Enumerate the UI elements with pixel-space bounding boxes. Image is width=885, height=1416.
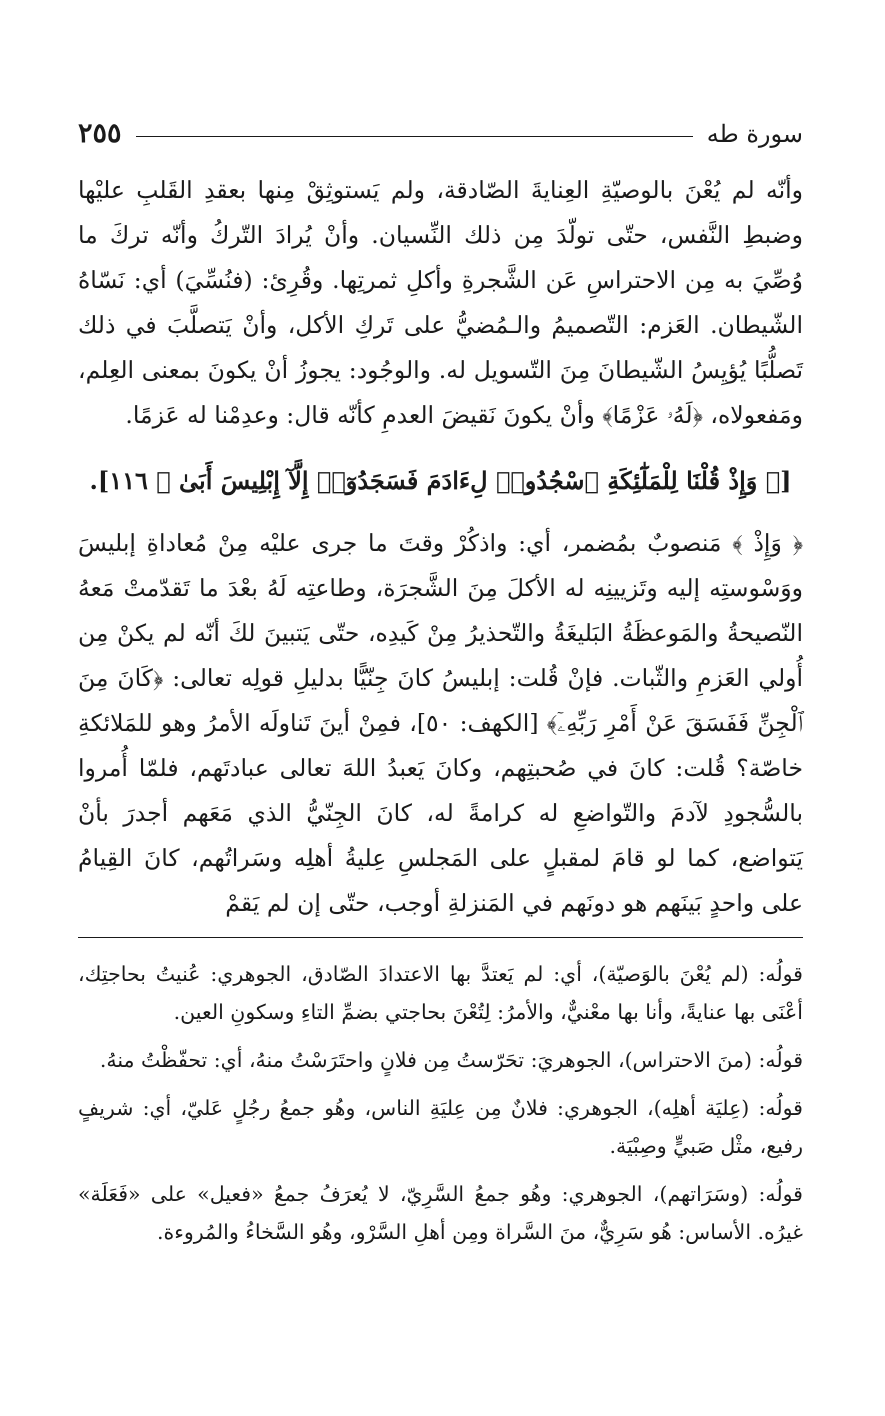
surah-title: سورة طه bbox=[706, 119, 803, 148]
footnote-2: قولُه: (منَ الاحتراس)، الجوهريَ: تحَرّستُ مِن فلانٍ واحتَرَسْتُ منهُ، أي: تحفّظْتُ منهُ. bbox=[99, 1048, 803, 1072]
quran-verse: [﴿ وَإِذْ قُلْنَا لِلْمَلَٰٓئِكَةِ ٱسْجُدُوا۟ لِءَادَمَ فَسَجَدُوٓا۟ إِلَّآ إِبْلِيسَ أَبَىٰ ﴾ ١١٦]. bbox=[89, 466, 792, 495]
footnotes bbox=[78, 955, 803, 1261]
footnote-4: قولُه: (وسَرَاتهم)، الجوهري: وهُو جمعُ السَّرِيّ، لا يُعرَفُ جمعُ «فعيل» على «فَعَلَة» غيرُه. الأساس: هُو سَرِيٌّ، منَ السَّراة ومِن أهلِ السَّرْو، وهُو السَّخاءُ والمُروءة. bbox=[78, 1182, 803, 1244]
footnote-1: قولُه: (لم يُعْنَ بالوَصيّة)، أي: لم يَعتدَّ بها الاعتدادَ الصّادق، الجوهري: عُنيتُ بحاجتِك، أعْنَى بها عنايةً، وأنا بها معْنيٌّ، والأمرُ: لِتُعْنَ بحاجتي بضمِّ التاءِ وسكونِ العين. bbox=[78, 962, 803, 1024]
header-rule bbox=[136, 136, 693, 137]
page-number: ٢٥٥ bbox=[78, 118, 122, 149]
paragraph-2: ﴿ وَإِذْ ﴾ مَنصوبٌ بمُضمر، أي: واذكُرْ وقتَ ما جرى عليْه مِنْ مُعاداةِ إبليسَ ووَسْوستِه إليه وتَزيينِه له الأكلَ مِنَ الشَّجرَة، وطاعتِه لَهُ بعْدَ ما تَقدّمتْ مَعهُ النّصيحةُ والمَوعظَةُ البَليغَةُ والتّحذيرُ مِنْ كَيدِه، حتّى يَتبينَ لكَ أنّه لم يكنْ مِن أُولي العَزمِ والثّبات. فإنْ قُلت: إبليسُ كانَ جِنّيًّا بدليلِ قولِه تعالى: ﴿كَانَ مِنَ ٱلْجِنِّ فَفَسَقَ عَنْ أَمْرِ رَبِّهِۦٓ﴾ [الكهف: ٥٠]، فمِنْ أينَ تَناولَه الأمرُ وهو للمَلائكةِ خاصّة؟ قُلت: كانَ في صُحبتِهم، وكانَ يَعبدُ اللهَ تعالى عبادتَهم، فلمّا أُمروا بالسُّجودِ لآدمَ والتّواضعِ له كرامةً له، كانَ الجِنّيُّ الذي مَعَهم أجدرَ بأنْ يَتواضع، كما لو قامَ لمقبلٍ على المَجلسِ عِليةُ أهلِه وسَراتُهم، كانَ القِيامُ على واحدٍ بَينَهم هو دونَهم في المَنزلةِ أوجب، حتّى إن لم يَقمْ bbox=[78, 529, 804, 917]
footnote-3: قولُه: (عِليَة أهلِه)، الجوهري: فلانٌ مِن عِليَةِ الناس، وهُو جمعُ رجُلٍ عَليّ، أي: شريفٍ رفيع، مثْل صَبيٍّ وصِبْيَة. bbox=[78, 1096, 803, 1158]
footnote-divider bbox=[78, 937, 803, 938]
page-header bbox=[78, 118, 803, 149]
paragraph-1: وأنّه لم يُعْنَ بالوصيّةِ العِنايةَ الصّادقة، ولم يَستوثِقْ مِنها بعقدِ القَلبِ عليْها وضبطِ النَّفس، حتّى تولّدَ مِن ذلك النِّسيان. وأنْ يُرادَ التّركُ وأنّه تركَ ما وُصِّيَ به مِن الاحتراسِ عَن الشَّجرةِ وأكلِ ثمرتِها. وقُرِئ: (فنُسِّيَ) أي: نَسّاهُ الشّيطان. العَزم: التّصميمُ والـمُضيُّ على تَركِ الأكل، وأنْ يَتصلَّبَ في ذلك تَصلُّبًا يُؤيِسُ الشّيطانَ مِنَ التّسويل له. والوجُود: يجوزُ أنْ يكونَ بمعنى العِلم، ومَفعولاه، ﴿لَهُۥ عَزْمًا﴾ وأنْ يكونَ نَقيضَ العدمِ كأنّه قال: وعدِمْنا له عَزمًا. bbox=[78, 176, 803, 429]
main-text bbox=[78, 168, 803, 926]
